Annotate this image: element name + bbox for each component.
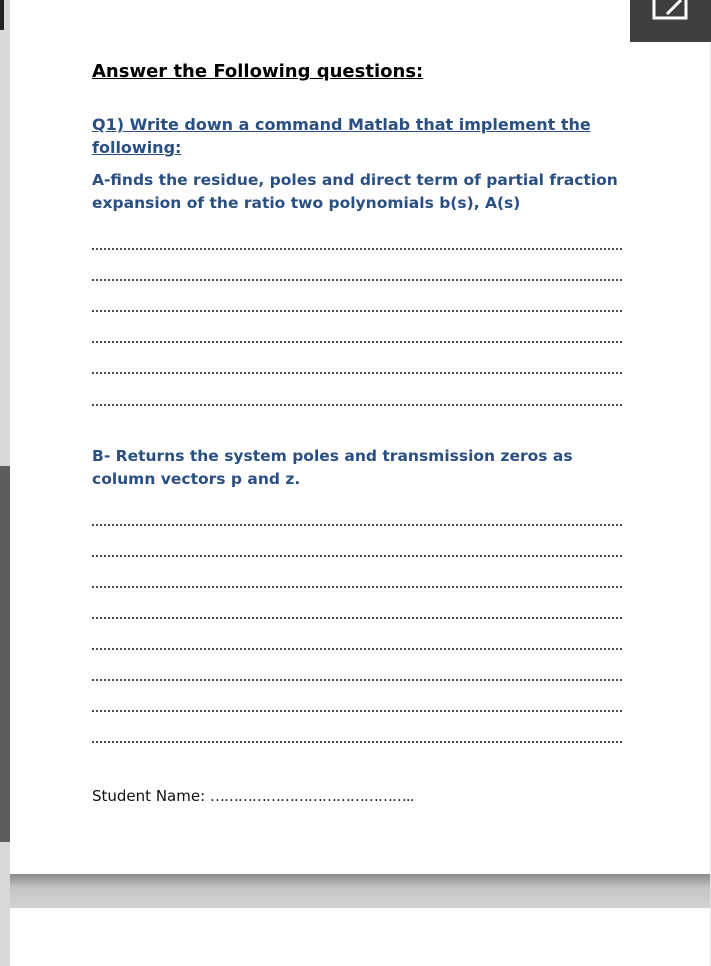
student-name-label: Student Name:: [92, 787, 206, 805]
viewer-scroll-strip: [0, 466, 10, 842]
edit-button[interactable]: [630, 0, 710, 42]
answer-line-b-1: [92, 524, 622, 526]
part-a-text: A-finds the residue, poles and direct term of partial fraction expansion of the ratio two polynomials b(s), A(s): [92, 171, 618, 212]
answer-line-b-6: [92, 679, 622, 681]
answer-line-a-5: [92, 372, 622, 374]
answer-line-b-2: [92, 555, 622, 557]
answer-line-a-6: [92, 404, 622, 406]
viewer-edge-mark: [0, 0, 4, 30]
viewer-left-edge: [0, 0, 10, 966]
answer-line-b-7: [92, 710, 622, 712]
answer-line-b-5: [92, 648, 622, 650]
answer-line-b-3: [92, 586, 622, 588]
question-1-text: Q1) Write down a command Matlab that implement the following:: [92, 115, 591, 157]
part-b-text: B- Returns the system poles and transmission zeros as column vectors p and z.: [92, 447, 573, 488]
next-page-area: [10, 908, 710, 966]
answer-line-a-4: [92, 341, 622, 343]
worksheet-heading: Answer the Following questions:: [92, 61, 424, 82]
answer-line-a-2: [92, 279, 622, 281]
student-name-field: [92, 787, 413, 805]
answer-line-a-3: [92, 310, 622, 312]
answer-line-b-8: [92, 741, 622, 743]
answer-line-b-4: [92, 617, 622, 619]
page-bottom-shadow: [10, 874, 710, 908]
student-name-blank: ……………………………………..: [209, 787, 414, 805]
external-edit-icon: [650, 0, 690, 22]
answer-line-a-1: [92, 248, 622, 250]
